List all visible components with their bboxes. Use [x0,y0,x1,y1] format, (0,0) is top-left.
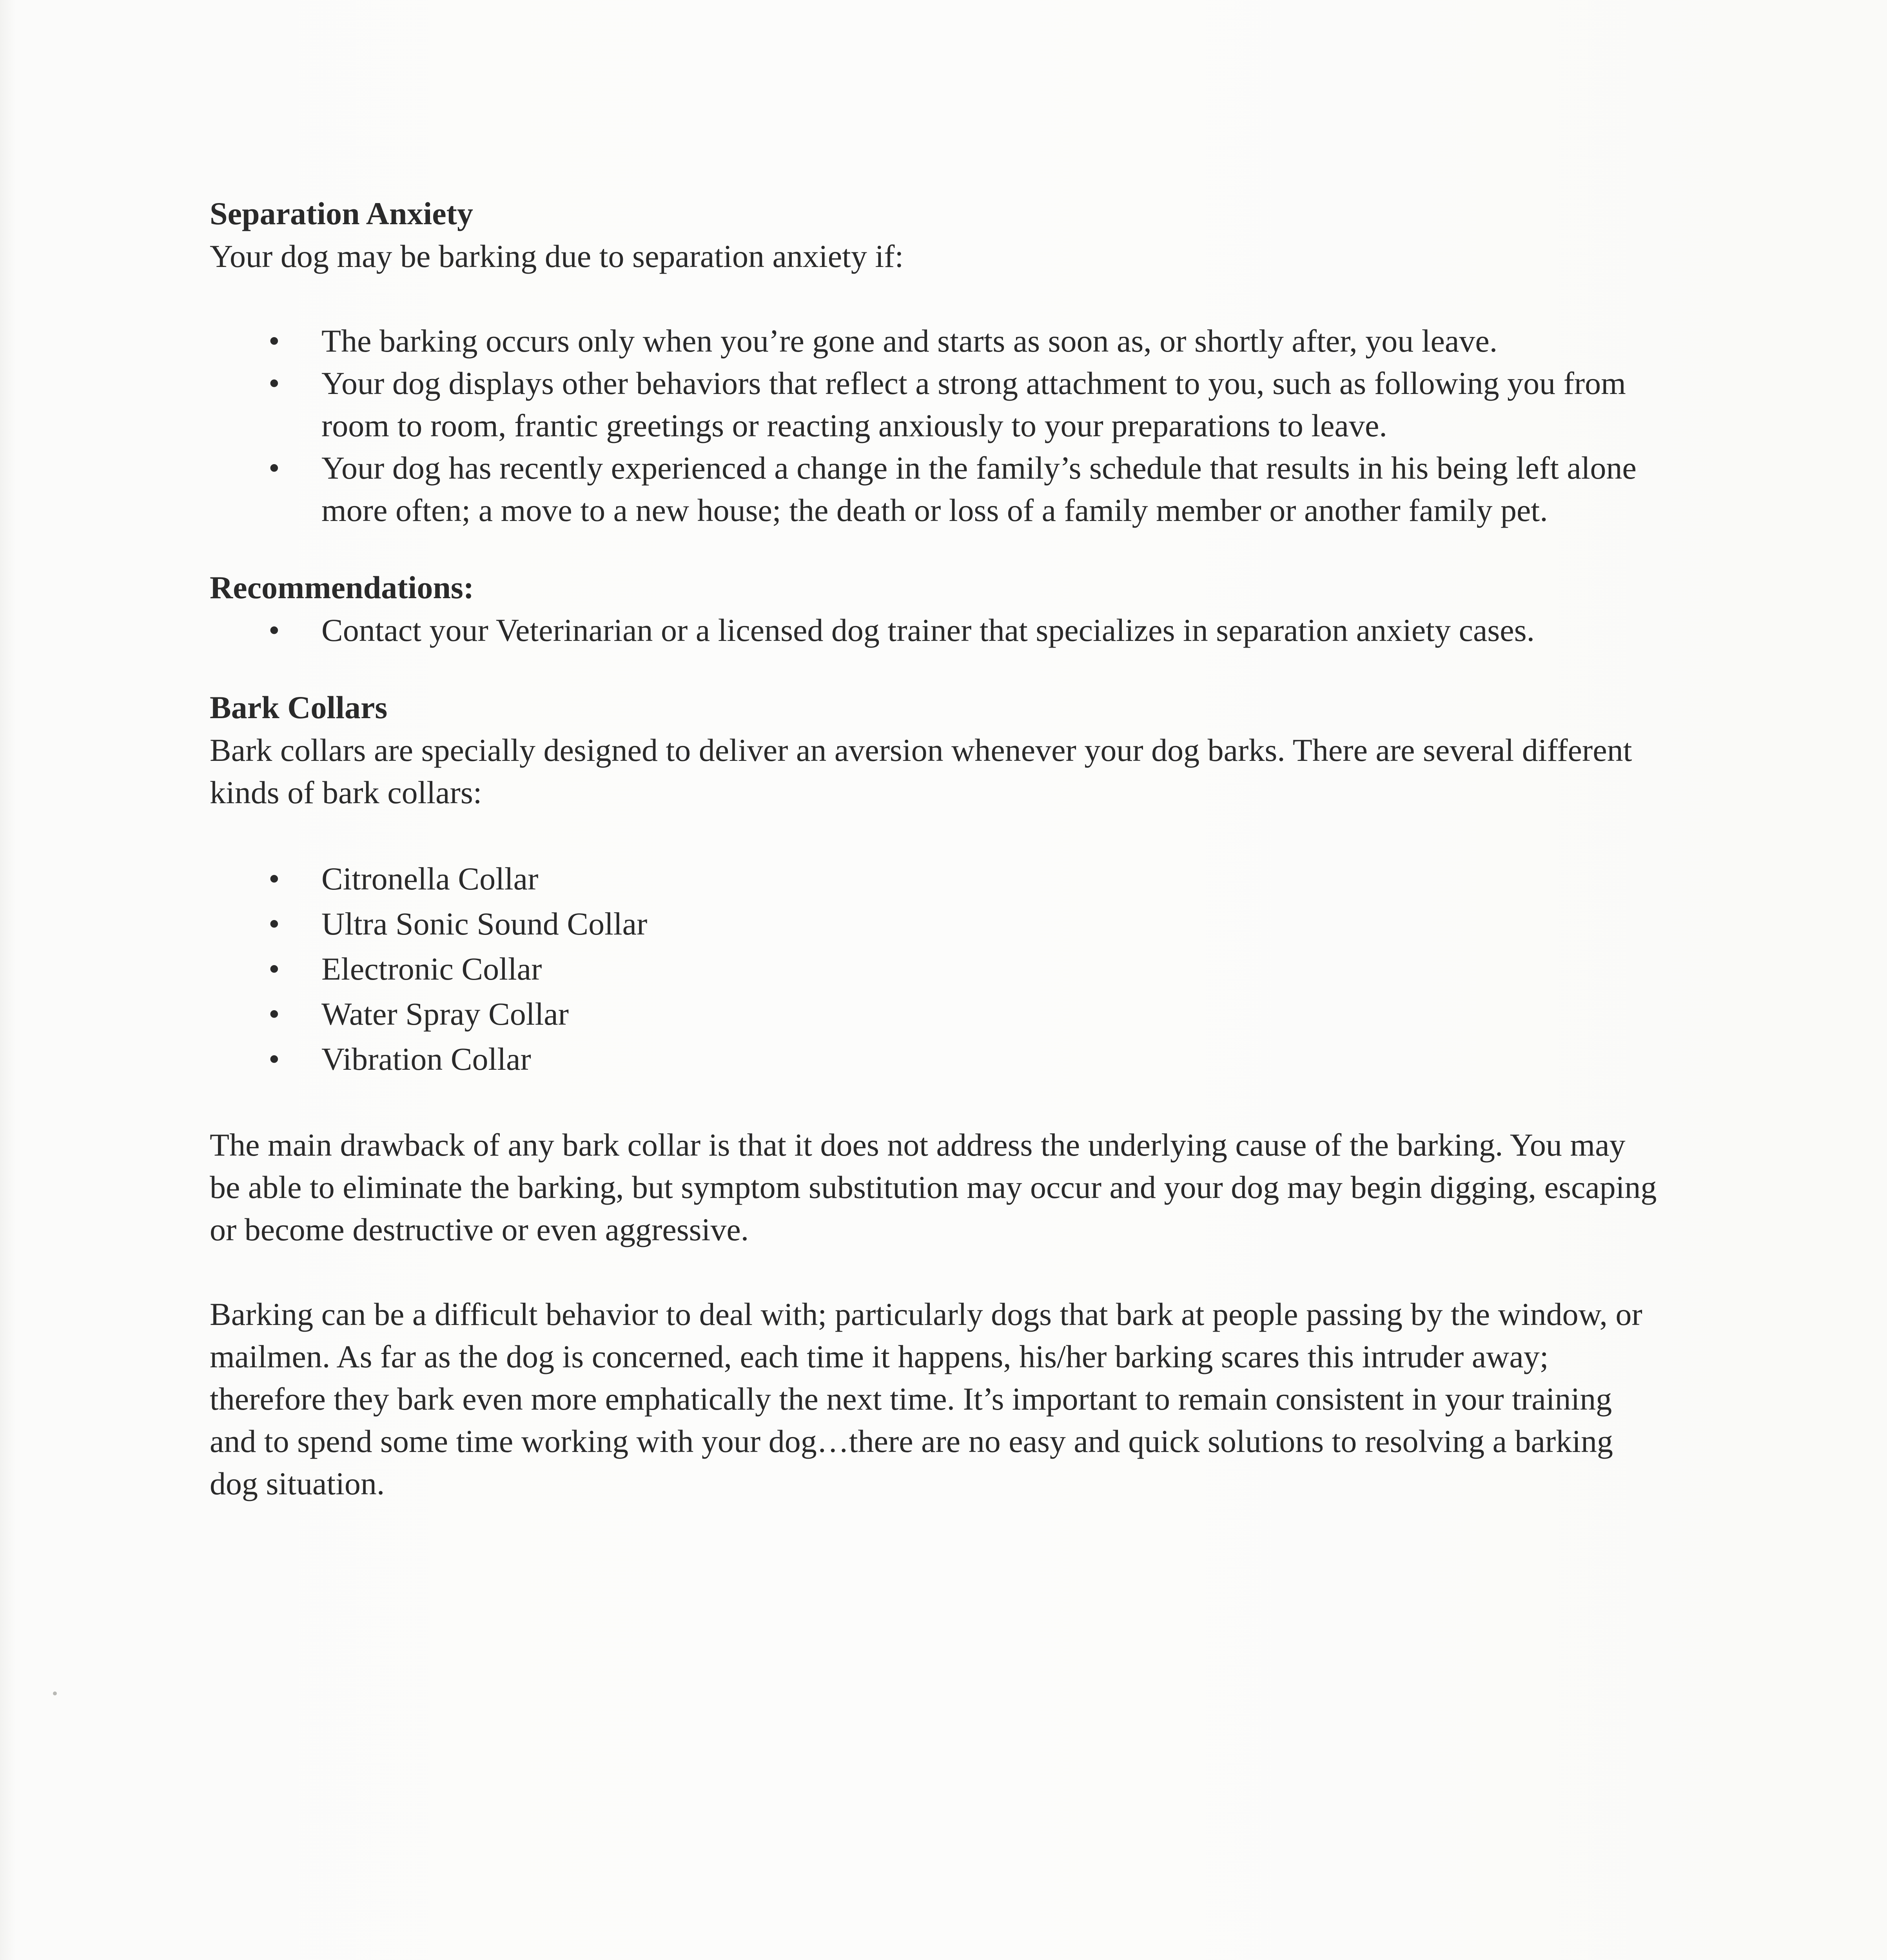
document-body [210,192,1660,1505]
list-item: • Electronic Collar [210,946,1660,991]
bullet-icon: • [269,1041,280,1077]
bullet-icon: • [269,906,280,942]
separation-anxiety-intro: Your dog may be barking due to separation anxiety if: [210,238,904,274]
list-item: • Your dog has recently experienced a change in the family’s schedule that results in his being left alone more often; a move to a new house; the death or loss of a family member or another family pet. [210,447,1660,532]
list-item: • Contact your Veterinarian or a licensed dog trainer that specializes in separation anxiety cases. [210,609,1660,652]
list-item: • Your dog displays other behaviors that reflect a strong attachment to you, such as following you from room to room, frantic greetings or reacting anxiously to your preparations to leave. [210,362,1660,447]
separation-anxiety-heading: Separation Anxiety [210,196,473,231]
bark-collar-drawback-paragraph: The main drawback of any bark collar is that it does not address the underlying cause of the barking. You may be able to eliminate the barking, but symptom substitution may occur and your dog may begin digging, escaping or become destructive or even aggressive. [210,1127,1657,1247]
bark-collars-intro: Bark collars are specially designed to deliver an aversion whenever your dog barks. There are several different kinds of bark collars: [210,732,1632,810]
list-item: • Ultra Sonic Sound Collar [210,901,1660,946]
bark-collars-heading: Bark Collars [210,690,388,725]
separation-anxiety-list [210,320,1660,532]
bullet-icon: • [269,996,280,1032]
bullet-icon: • [269,323,280,359]
list-item: • Vibration Collar [210,1036,1660,1082]
bullet-icon: • [269,951,280,987]
bullet-icon: • [269,450,280,486]
recommendations-heading: Recommendations: [210,570,474,605]
bullet-icon: • [269,612,280,648]
closing-paragraph: Barking can be a difficult behavior to deal with; particularly dogs that bark at people passing by the window, or mailmen. As far as the dog is concerned, each time it happens, his/her barking scares this intruder away; therefore they bark even more emphatically the next time. It’s important to remain consistent in your training and to spend some time working with your dog…there are no easy and quick solutions to resolving a barking dog situation. [210,1296,1642,1501]
bullet-icon: • [269,365,280,401]
recommendations-list [210,609,1660,652]
list-item: • The barking occurs only when you’re gone and starts as soon as, or shortly after, you leave. [210,320,1660,362]
list-item: • Water Spray Collar [210,991,1660,1036]
bullet-icon: • [269,861,280,897]
scan-speck [53,1691,57,1695]
bark-collars-list [210,856,1660,1082]
list-item: • Citronella Collar [210,856,1660,901]
